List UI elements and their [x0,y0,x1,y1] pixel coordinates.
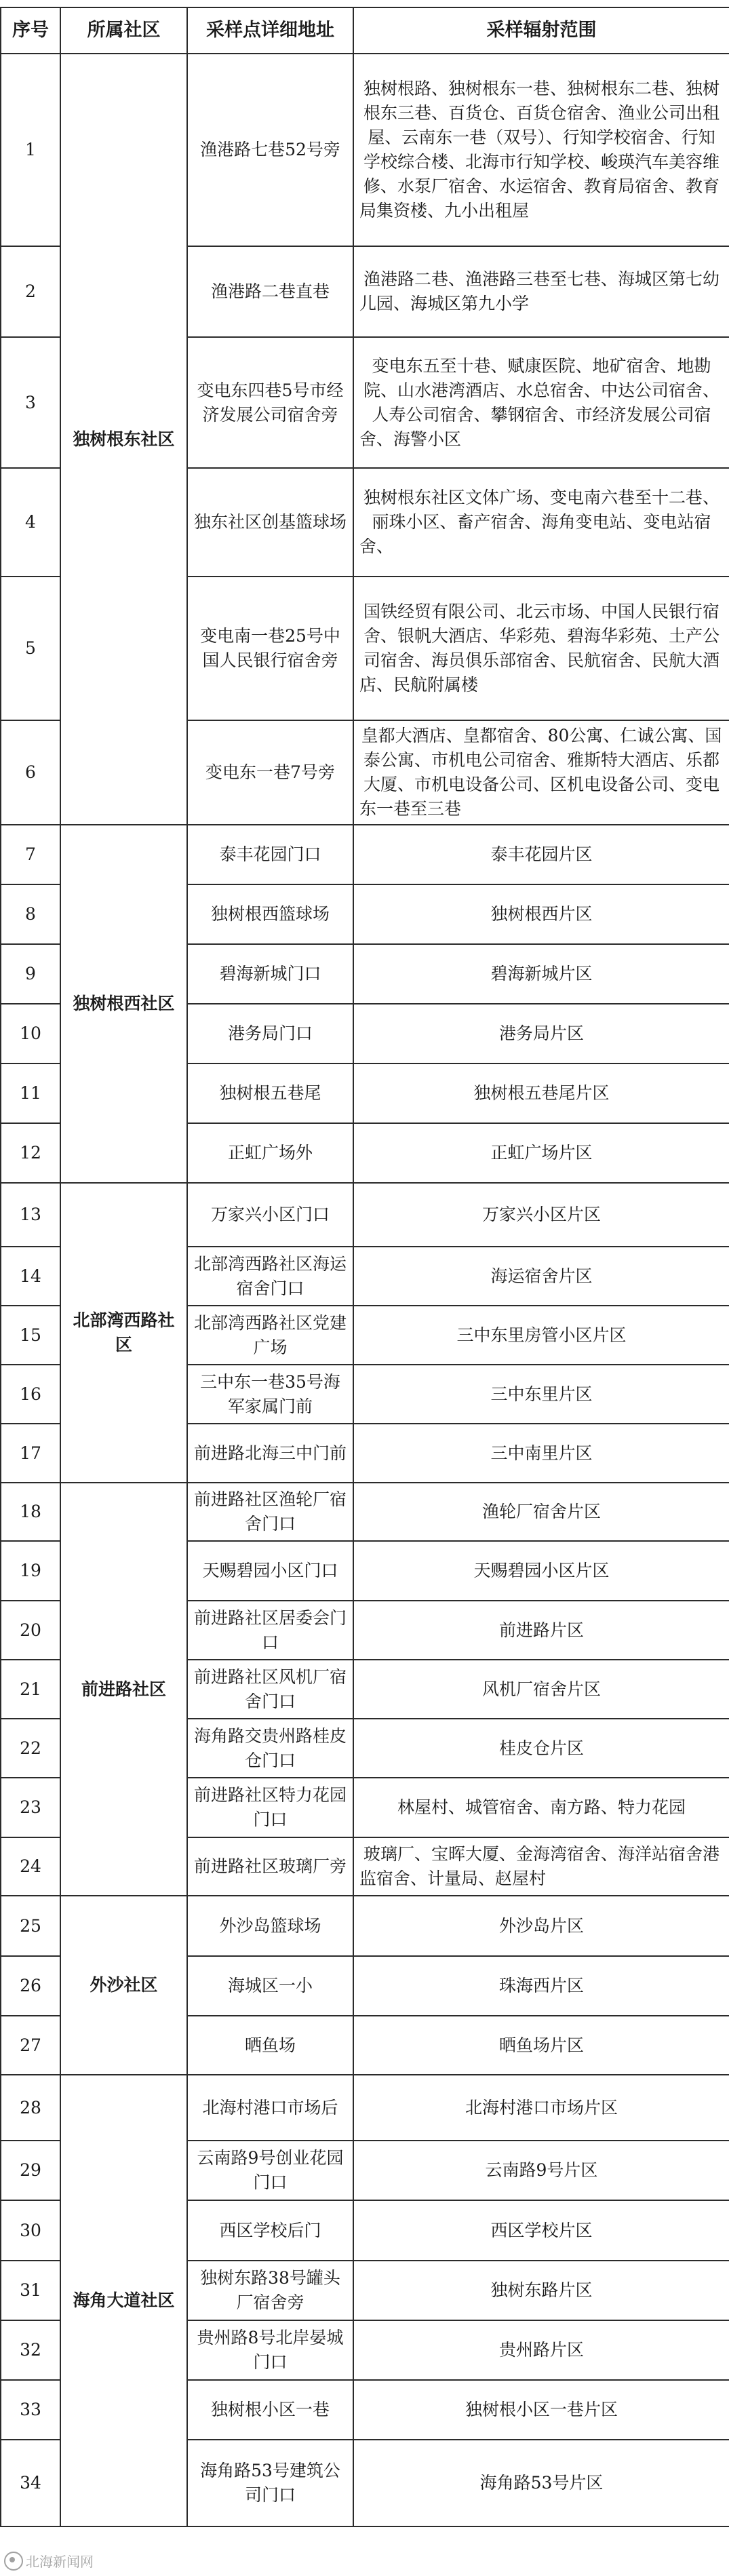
address-cell: 前进路社区特力花园门口 [187,1778,353,1837]
community-cell: 前进路社区 [60,1483,187,1896]
row-index: 9 [1,944,60,1004]
row-index: 21 [1,1660,60,1719]
row-index: 11 [1,1063,60,1123]
header-scope: 采样辐射范围 [353,7,729,54]
row-index: 31 [1,2261,60,2320]
address-cell: 云南路9号创业花园门口 [187,2141,353,2200]
address-cell: 独树根小区一巷 [187,2380,353,2440]
address-cell: 外沙岛篮球场 [187,1896,353,1956]
address-cell: 碧海新城门口 [187,944,353,1004]
scope-cell: 独树根东社区文体广场、变电南六巷至十二巷、丽珠小区、畜产宿舍、海角变电站、变电站宿舍、 [353,468,729,577]
scope-cell: 玻璃厂、宝晖大厦、金海湾宿舍、海洋站宿舍港监宿舍、计量局、赵屋村 [353,1837,729,1896]
address-cell: 前进路社区渔轮厂宿舍门口 [187,1483,353,1541]
watermark-text: 北海新闻网 [26,2554,94,2570]
community-cell: 独树根东社区 [60,54,187,825]
row-index: 23 [1,1778,60,1837]
row-index: 2 [1,246,60,337]
scope-cell: 港务局片区 [353,1004,729,1063]
row-index: 6 [1,720,60,825]
row-index: 25 [1,1896,60,1956]
scope-cell: 国铁经贸有限公司、北云市场、中国人民银行宿舍、银帆大酒店、华彩苑、碧海华彩苑、土产公司宿舍、海员俱乐部宿舍、民航宿舍、民航大酒店、民航附属楼 [353,577,729,720]
watermark-logo-icon [4,2552,23,2571]
row-index: 4 [1,468,60,577]
table-row [1,1896,729,1956]
address-cell: 北部湾西路社区海运宿舍门口 [187,1247,353,1306]
address-cell: 前进路社区风机厂宿舍门口 [187,1660,353,1719]
scope-cell: 皇都大酒店、皇都宿舍、80公寓、仁诚公寓、国泰公寓、市机电公司宿舍、雅斯特大酒店、乐都大厦、市机电设备公司、区机电设备公司、变电东一巷至三巷 [353,720,729,825]
address-cell: 北海村港口市场后 [187,2075,353,2141]
scope-cell: 渔港路二巷、渔港路三巷至七巷、海城区第七幼儿园、海城区第九小学 [353,246,729,337]
row-index: 28 [1,2075,60,2141]
scope-cell: 晒鱼场片区 [353,2016,729,2075]
table-row [1,1483,729,1541]
address-cell: 晒鱼场 [187,2016,353,2075]
scope-cell: 万家兴小区片区 [353,1183,729,1247]
address-cell: 海角路交贵州路桂皮仓门口 [187,1719,353,1778]
row-index: 7 [1,825,60,884]
scope-cell: 独树根路、独树根东一巷、独树根东二巷、独树根东三巷、百货仓、百货仓宿舍、渔业公司出租屋、云南东一巷（双号）、行知学校宿舍、行知学校综合楼、北海市行知学校、峻瑛汽车美容维修、水泵厂宿舍、水运宿舍、教育局宿舍、教育局集资楼、九小出租屋 [353,54,729,246]
address-cell: 独树东路38号罐头厂宿舍旁 [187,2261,353,2320]
scope-cell: 渔轮厂宿舍片区 [353,1483,729,1541]
watermark [4,2551,94,2571]
scope-cell: 独树东路片区 [353,2261,729,2320]
address-cell: 独树根西篮球场 [187,884,353,944]
table-row [1,54,729,246]
address-cell: 海城区一小 [187,1956,353,2016]
scope-cell: 碧海新城片区 [353,944,729,1004]
header-community: 所属社区 [60,7,187,54]
row-index: 10 [1,1004,60,1063]
row-index: 13 [1,1183,60,1247]
row-index: 18 [1,1483,60,1541]
header-address: 采样点详细地址 [187,7,353,54]
address-cell: 北部湾西路社区党建广场 [187,1306,353,1365]
scope-cell: 风机厂宿舍片区 [353,1660,729,1719]
row-index: 19 [1,1541,60,1601]
row-index: 26 [1,1956,60,2016]
row-index: 16 [1,1365,60,1424]
address-cell: 渔港路七巷52号旁 [187,54,353,246]
scope-cell: 海运宿舍片区 [353,1247,729,1306]
address-cell: 万家兴小区门口 [187,1183,353,1247]
row-index: 12 [1,1123,60,1183]
sampling-site-table [0,7,729,2527]
row-index: 3 [1,337,60,468]
table-header-row [1,7,729,54]
address-cell: 泰丰花园门口 [187,825,353,884]
row-index: 1 [1,54,60,246]
row-index: 27 [1,2016,60,2075]
row-index: 30 [1,2200,60,2261]
address-cell: 前进路北海三中门前 [187,1424,353,1483]
address-cell: 正虹广场外 [187,1123,353,1183]
row-index: 5 [1,577,60,720]
scope-cell: 三中南里片区 [353,1424,729,1483]
scope-cell: 前进路片区 [353,1601,729,1660]
address-cell: 港务局门口 [187,1004,353,1063]
community-cell: 独树根西社区 [60,825,187,1183]
address-cell: 三中东一巷35号海军家属门前 [187,1365,353,1424]
row-index: 17 [1,1424,60,1483]
scope-cell: 天赐碧园小区片区 [353,1541,729,1601]
row-index: 32 [1,2320,60,2380]
scope-cell: 北海村港口市场片区 [353,2075,729,2141]
scope-cell: 西区学校片区 [353,2200,729,2261]
address-cell: 独东社区创基篮球场 [187,468,353,577]
address-cell: 变电东四巷5号市经济发展公司宿舍旁 [187,337,353,468]
row-index: 22 [1,1719,60,1778]
address-cell: 西区学校后门 [187,2200,353,2261]
address-cell: 变电南一巷25号中国人民银行宿舍旁 [187,577,353,720]
scope-cell: 海角路53号片区 [353,2440,729,2526]
community-cell: 外沙社区 [60,1896,187,2075]
address-cell: 天赐碧园小区门口 [187,1541,353,1601]
scope-cell: 独树根五巷尾片区 [353,1063,729,1123]
row-index: 29 [1,2141,60,2200]
scope-cell: 珠海西片区 [353,1956,729,2016]
scope-cell: 云南路9号片区 [353,2141,729,2200]
row-index: 8 [1,884,60,944]
address-cell: 变电东一巷7号旁 [187,720,353,825]
scope-cell: 独树根小区一巷片区 [353,2380,729,2440]
address-cell: 海角路53号建筑公司门口 [187,2440,353,2526]
address-cell: 前进路社区玻璃厂旁 [187,1837,353,1896]
address-cell: 渔港路二巷直巷 [187,246,353,337]
row-index: 15 [1,1306,60,1365]
header-index: 序号 [1,7,60,54]
row-index: 20 [1,1601,60,1660]
community-cell: 北部湾西路社区 [60,1183,187,1483]
table-row [1,2075,729,2141]
scope-cell: 外沙岛片区 [353,1896,729,1956]
address-cell: 独树根五巷尾 [187,1063,353,1123]
row-index: 24 [1,1837,60,1896]
row-index: 14 [1,1247,60,1306]
scope-cell: 林屋村、城管宿舍、南方路、特力花园 [353,1778,729,1837]
row-index: 33 [1,2380,60,2440]
table-row [1,825,729,884]
scope-cell: 三中东里房管小区片区 [353,1306,729,1365]
scope-cell: 正虹广场片区 [353,1123,729,1183]
scope-cell: 桂皮仓片区 [353,1719,729,1778]
address-cell: 贵州路8号北岸晏城门口 [187,2320,353,2380]
table-row [1,1183,729,1247]
address-cell: 前进路社区居委会门口 [187,1601,353,1660]
scope-cell: 泰丰花园片区 [353,825,729,884]
scope-cell: 贵州路片区 [353,2320,729,2380]
table-body [1,54,729,2526]
scope-cell: 变电东五至十巷、赋康医院、地矿宿舍、地勘院、山水港湾酒店、水总宿舍、中达公司宿舍、人寿公司宿舍、攀钢宿舍、市经济发展公司宿舍、海警小区 [353,337,729,468]
community-cell: 海角大道社区 [60,2075,187,2526]
scope-cell: 三中东里片区 [353,1365,729,1424]
scope-cell: 独树根西片区 [353,884,729,944]
row-index: 34 [1,2440,60,2526]
